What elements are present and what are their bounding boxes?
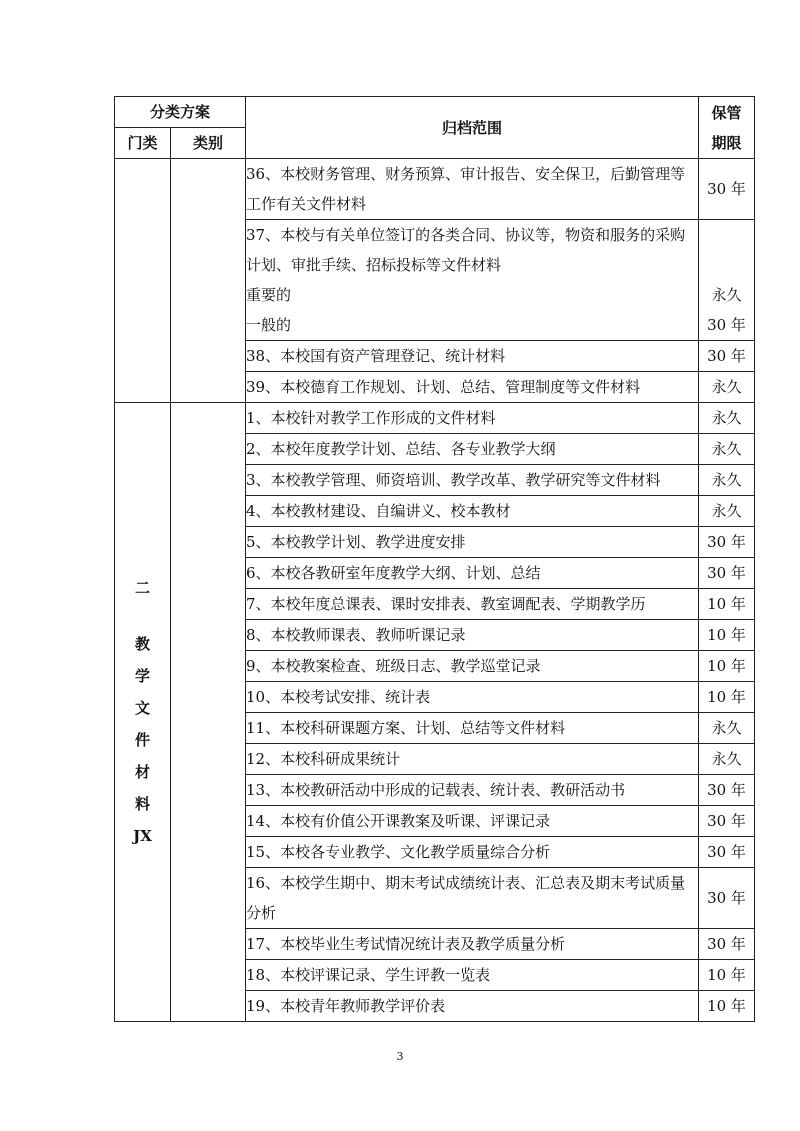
category-char: 教 (134, 635, 150, 653)
period-line: 30 年 (707, 843, 746, 861)
period-cell (699, 465, 755, 496)
period-cell (699, 159, 755, 220)
scope-cell (246, 558, 699, 589)
scope-cell (246, 159, 699, 220)
period-cell (699, 558, 755, 589)
scope-cell (246, 837, 699, 868)
period-line: 10 年 (707, 626, 746, 644)
scope-cell (246, 620, 699, 651)
period-line: 永久 (711, 750, 742, 768)
class-cell (171, 403, 246, 1022)
class-cell (171, 159, 246, 403)
page-number: 3 (396, 1050, 404, 1063)
scope-cell (246, 682, 699, 713)
category-char: 学 (134, 667, 150, 685)
period-header-line: 期限 (711, 133, 742, 152)
scope-cell (246, 527, 699, 558)
period-line: 10 年 (707, 688, 746, 706)
period-cell (699, 837, 755, 868)
category-char: 二 (134, 579, 150, 597)
scope-line: 计划、审批手续、招标投标等文件材料 (246, 256, 502, 274)
group-one-body (115, 159, 755, 403)
period-line: 30 年 (707, 889, 746, 907)
period-line: 30 年 (707, 533, 746, 551)
scope-line: 9、本校教案检查、班级日志、教学巡堂记录 (246, 657, 541, 675)
scope-cell (246, 434, 699, 465)
group-two-body (115, 403, 755, 1022)
period-header-line: 保管 (711, 103, 742, 122)
period-line: 永久 (711, 409, 742, 427)
period-line: 永久 (711, 471, 742, 489)
scope-line: 17、本校毕业生考试情况统计表及教学质量分析 (246, 935, 566, 953)
period-cell (699, 620, 755, 651)
category-header: 门类 (115, 128, 171, 159)
scope-line: 重要的 (246, 286, 292, 304)
period-line (699, 250, 754, 280)
scope-line: 16、本校学生期中、期末考试成绩统计表、汇总表及期末考试质量 (246, 874, 686, 892)
scope-line: 10、本校考试安排、统计表 (246, 688, 431, 706)
scope-cell (246, 403, 699, 434)
period-line: 永久 (711, 440, 742, 458)
scope-cell (246, 651, 699, 682)
scope-line: 7、本校年度总课表、课时安排表、教室调配表、学期教学历 (246, 595, 646, 613)
category-cell (115, 159, 171, 403)
scope-line: 8、本校教师课表、教师听课记录 (246, 626, 466, 644)
period-line: 永久 (711, 286, 742, 304)
scope-line: 3、本校教学管理、师资培训、教学改革、教学研究等文件材料 (246, 471, 661, 489)
category-cell (115, 403, 171, 1022)
scope-line: 6、本校各教研室年度教学大纲、计划、总结 (246, 564, 541, 582)
period-cell (699, 220, 755, 341)
period-cell (699, 991, 755, 1022)
period-cell (699, 713, 755, 744)
scope-cell (246, 341, 699, 372)
period-line: 10 年 (707, 997, 746, 1015)
period-cell (699, 527, 755, 558)
scope-line: 工作有关文件材料 (246, 195, 367, 213)
scope-cell (246, 744, 699, 775)
period-cell (699, 960, 755, 991)
period-line: 30 年 (707, 564, 746, 582)
period-line: 30 年 (707, 316, 746, 334)
period-line: 永久 (711, 378, 742, 396)
scope-line: 12、本校科研成果统计 (246, 750, 401, 768)
period-cell (699, 403, 755, 434)
scope-line: 一般的 (246, 316, 292, 334)
scope-line: 36、本校财务管理、财务预算、审计报告、安全保卫，后勤管理等 (246, 165, 686, 183)
archive-table (114, 96, 755, 1022)
scope-line: 19、本校青年教师教学评价表 (246, 997, 446, 1015)
period-cell (699, 868, 755, 929)
period-line: 30 年 (707, 347, 746, 365)
scope-line: 14、本校有价值公开课教案及听课、评课记录 (246, 812, 551, 830)
scope-cell (246, 589, 699, 620)
scope-line: 4、本校教材建设、自编讲义、校本教材 (246, 502, 511, 520)
period-cell (699, 496, 755, 527)
period-cell (699, 744, 755, 775)
period-line: 30 年 (707, 781, 746, 799)
scope-line: 18、本校评课记录、学生评教一览表 (246, 966, 491, 984)
scope-line: 2、本校年度教学计划、总结、各专业教学大纲 (246, 440, 556, 458)
period-cell (699, 589, 755, 620)
category-char: JX (133, 827, 152, 845)
scope-cell (246, 929, 699, 960)
table-row (115, 403, 755, 434)
scope-cell (246, 991, 699, 1022)
scope-cell (246, 868, 699, 929)
category-char (115, 604, 170, 628)
scope-line: 15、本校各专业教学、文化教学质量综合分析 (246, 843, 551, 861)
scope-line: 1、本校针对教学工作形成的文件材料 (246, 409, 496, 427)
category-char: 料 (134, 795, 150, 813)
table-row (115, 159, 755, 220)
period-cell (699, 682, 755, 713)
class-header: 类别 (171, 128, 246, 159)
period-line: 10 年 (707, 966, 746, 984)
period-cell (699, 341, 755, 372)
scope-cell (246, 496, 699, 527)
scope-line: 11、本校科研课题方案、计划、总结等文件材料 (246, 719, 566, 737)
period-line (699, 220, 754, 250)
scope-line: 13、本校教研活动中形成的记载表、统计表、教研活动书 (246, 781, 626, 799)
scope-line: 5、本校教学计划、教学进度安排 (246, 533, 466, 551)
scope-line: 39、本校德育工作规划、计划、总结、管理制度等文件材料 (246, 378, 641, 396)
period-line: 10 年 (707, 595, 746, 613)
period-header (699, 97, 755, 159)
period-line: 30 年 (707, 812, 746, 830)
period-line: 永久 (711, 719, 742, 737)
scope-line: 38、本校国有资产管理登记、统计材料 (246, 347, 506, 365)
category-char: 材 (134, 763, 150, 781)
scope-cell (246, 220, 699, 341)
table-header (115, 97, 755, 159)
scope-cell (246, 960, 699, 991)
category-char: 文 (134, 699, 150, 717)
period-cell (699, 929, 755, 960)
category-char: 件 (134, 731, 150, 749)
period-cell (699, 651, 755, 682)
scope-cell (246, 465, 699, 496)
period-cell (699, 372, 755, 403)
period-line: 30 年 (707, 935, 746, 953)
scope-line: 37、本校与有关单位签订的各类合同、协议等，物资和服务的采购 (246, 226, 686, 244)
scope-header: 归档范围 (246, 97, 699, 159)
scheme-header: 分类方案 (115, 97, 246, 128)
period-cell (699, 434, 755, 465)
scope-cell (246, 713, 699, 744)
period-line: 10 年 (707, 657, 746, 675)
period-cell (699, 806, 755, 837)
period-line: 永久 (711, 502, 742, 520)
scope-cell (246, 775, 699, 806)
scope-line: 分析 (246, 904, 277, 922)
scope-cell (246, 372, 699, 403)
period-line: 30 年 (707, 180, 746, 198)
scope-cell (246, 806, 699, 837)
period-cell (699, 775, 755, 806)
